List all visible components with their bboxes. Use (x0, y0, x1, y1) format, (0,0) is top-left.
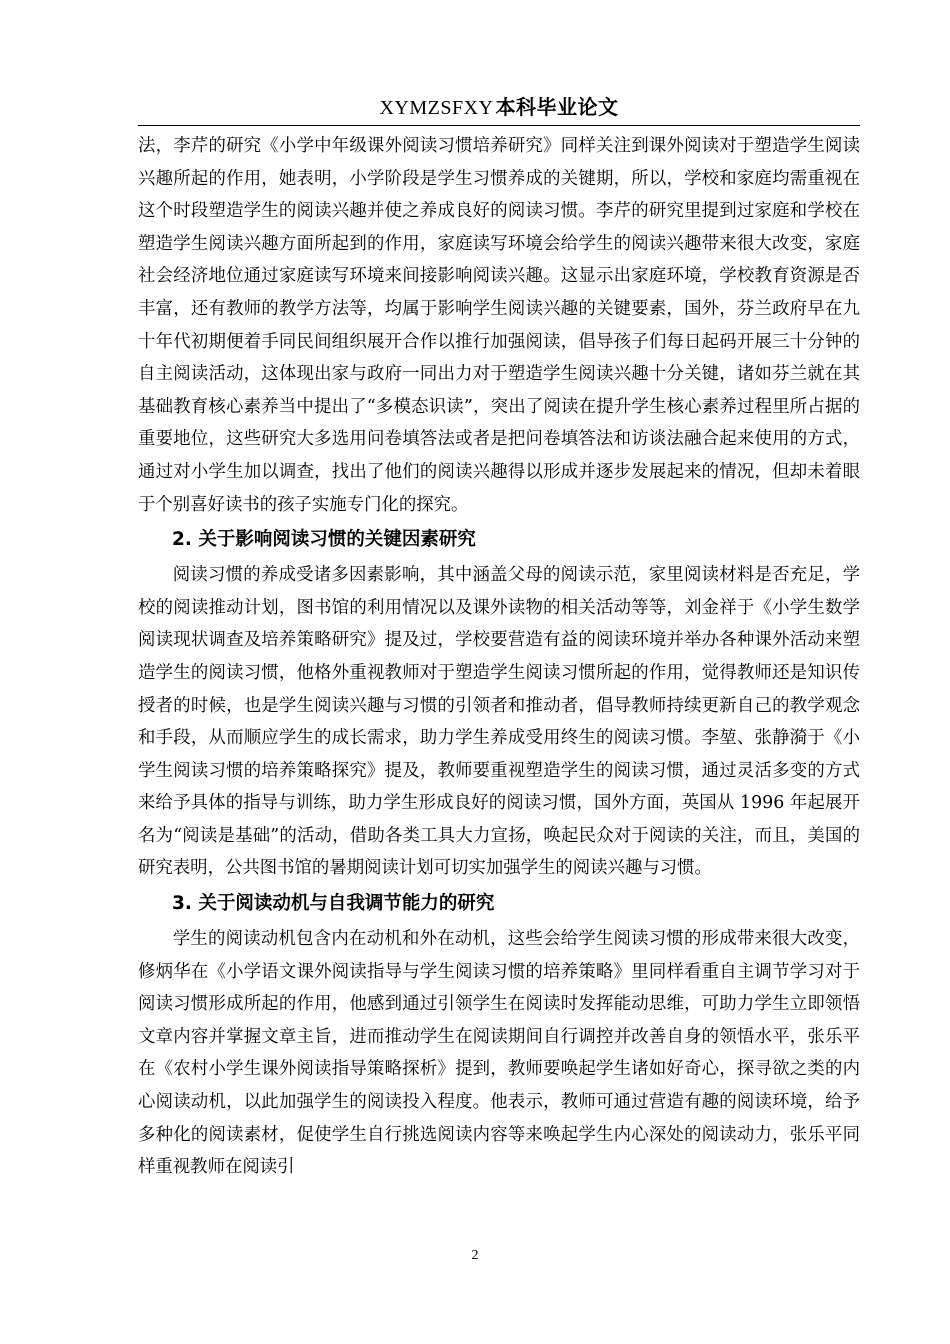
paragraph-3: 学生的阅读动机包含内在动机和外在动机，这些会给学生阅读习惯的形成带来很大改变，修炳华在《小学语文课外阅读指导与学生阅读习惯的培养策略》里同样看重自主调节学习对于阅读习惯形成所起的作用，他感到通过引领学生在阅读时发挥能动思维，可助力学生立即领悟文章内容并掌握文章主旨，进而推动学生在阅读期间自行调控并改善自身的领悟水平，张乐平在《农村小学生课外阅读指导策略探析》提到，教师要唤起学生诸如好奇心，探寻欲之类的内心阅读动机，以此加强学生的阅读投入程度。他表示，教师可通过营造有趣的阅读环境，给予多种化的阅读素材，促使学生自行挑选阅读内容等来唤起学生内心深处的阅读动力，张乐平同样重视教师在阅读引 (138, 929, 860, 1178)
section-heading-3: 3. 关于阅读动机与自我调节能力的研究 (172, 893, 495, 915)
section-heading-2: 2. 关于影响阅读习惯的关键因素研究 (172, 529, 476, 551)
page-number: 2 (471, 1248, 479, 1263)
header-thesis-label: 本科毕业论文 (495, 95, 619, 119)
paragraph-2: 阅读习惯的养成受诸多因素影响，其中涵盖父母的阅读示范，家里阅读材料是否充足，学校的阅读推动计划，图书馆的利用情况以及课外读物的相关活动等等，刘金祥于《小学生数学阅读现状调查及培养策略研究》提及过，学校要营造有益的阅读环境并举办各种课外活动来塑造学生的阅读习惯，他格外重视教师对于塑造学生阅读习惯所起的作用，觉得教师还是知识传授者的时候，也是学生阅读兴趣与习惯的引领者和推动者，倡导教师持续更新自己的教学观念和手段，从而顺应学生的成长需求，助力学生养成受用终生的阅读习惯。李堃、张静漪于《小学生阅读习惯的培养策略探究》提及，教师要重视塑造学生的阅读习惯，通过灵活多变的方式来给予具体的指导与训练，助力学生形成良好的阅读习惯，国外方面，英国从 1996 年起展开名为“阅读是基础”的活动，借助各类工具大力宣扬，唤起民众对于阅读的关注，而且，美国的研究表明，公共图书馆的暑期阅读计划可切实加强学生的阅读兴趣与习惯。 (138, 565, 860, 879)
paragraph-1: 法，李芹的研究《小学中年级课外阅读习惯培养研究》同样关注到课外阅读对于塑造学生阅读兴趣所起的作用，她表明，小学阶段是学生习惯养成的关键期，所以，学校和家庭均需重视在这个时段塑造学生的阅读兴趣并使之养成良好的阅读习惯。李芹的研究里提到过家庭和学校在塑造学生阅读兴趣方面所起到的作用，家庭读写环境会给学生的阅读兴趣带来很大改变，家庭社会经济地位通过家庭读写环境来间接影响阅读兴趣。这显示出家庭环境，学校教育资源是否丰富，还有教师的教学方法等，均属于影响学生阅读兴趣的关键要素，国外，芬兰政府早在九十年代初期便着手同民间组织展开合作以推行加强阅读，倡导孩子们每日起码开展三十分钟的自主阅读活动，这体现出家与政府一同出力对于塑造学生阅读兴趣十分关键，诸如芬兰就在其基础教育核心素养当中提出了“多模态识读”，突出了阅读在提升学生核心素养过程里所占据的重要地位，这些研究大多选用问卷填答法或者是把问卷填答法和访谈法融合起来使用的方式，通过对小学生加以调查，找出了他们的阅读兴趣得以形成并逐步发展起来的情况，但却未着眼于个别喜好读书的孩子实施专门化的探究。 (138, 136, 860, 515)
header-latin-title: XYMZSFXY (379, 97, 494, 119)
document-body (138, 130, 860, 1184)
page-header (138, 92, 860, 126)
